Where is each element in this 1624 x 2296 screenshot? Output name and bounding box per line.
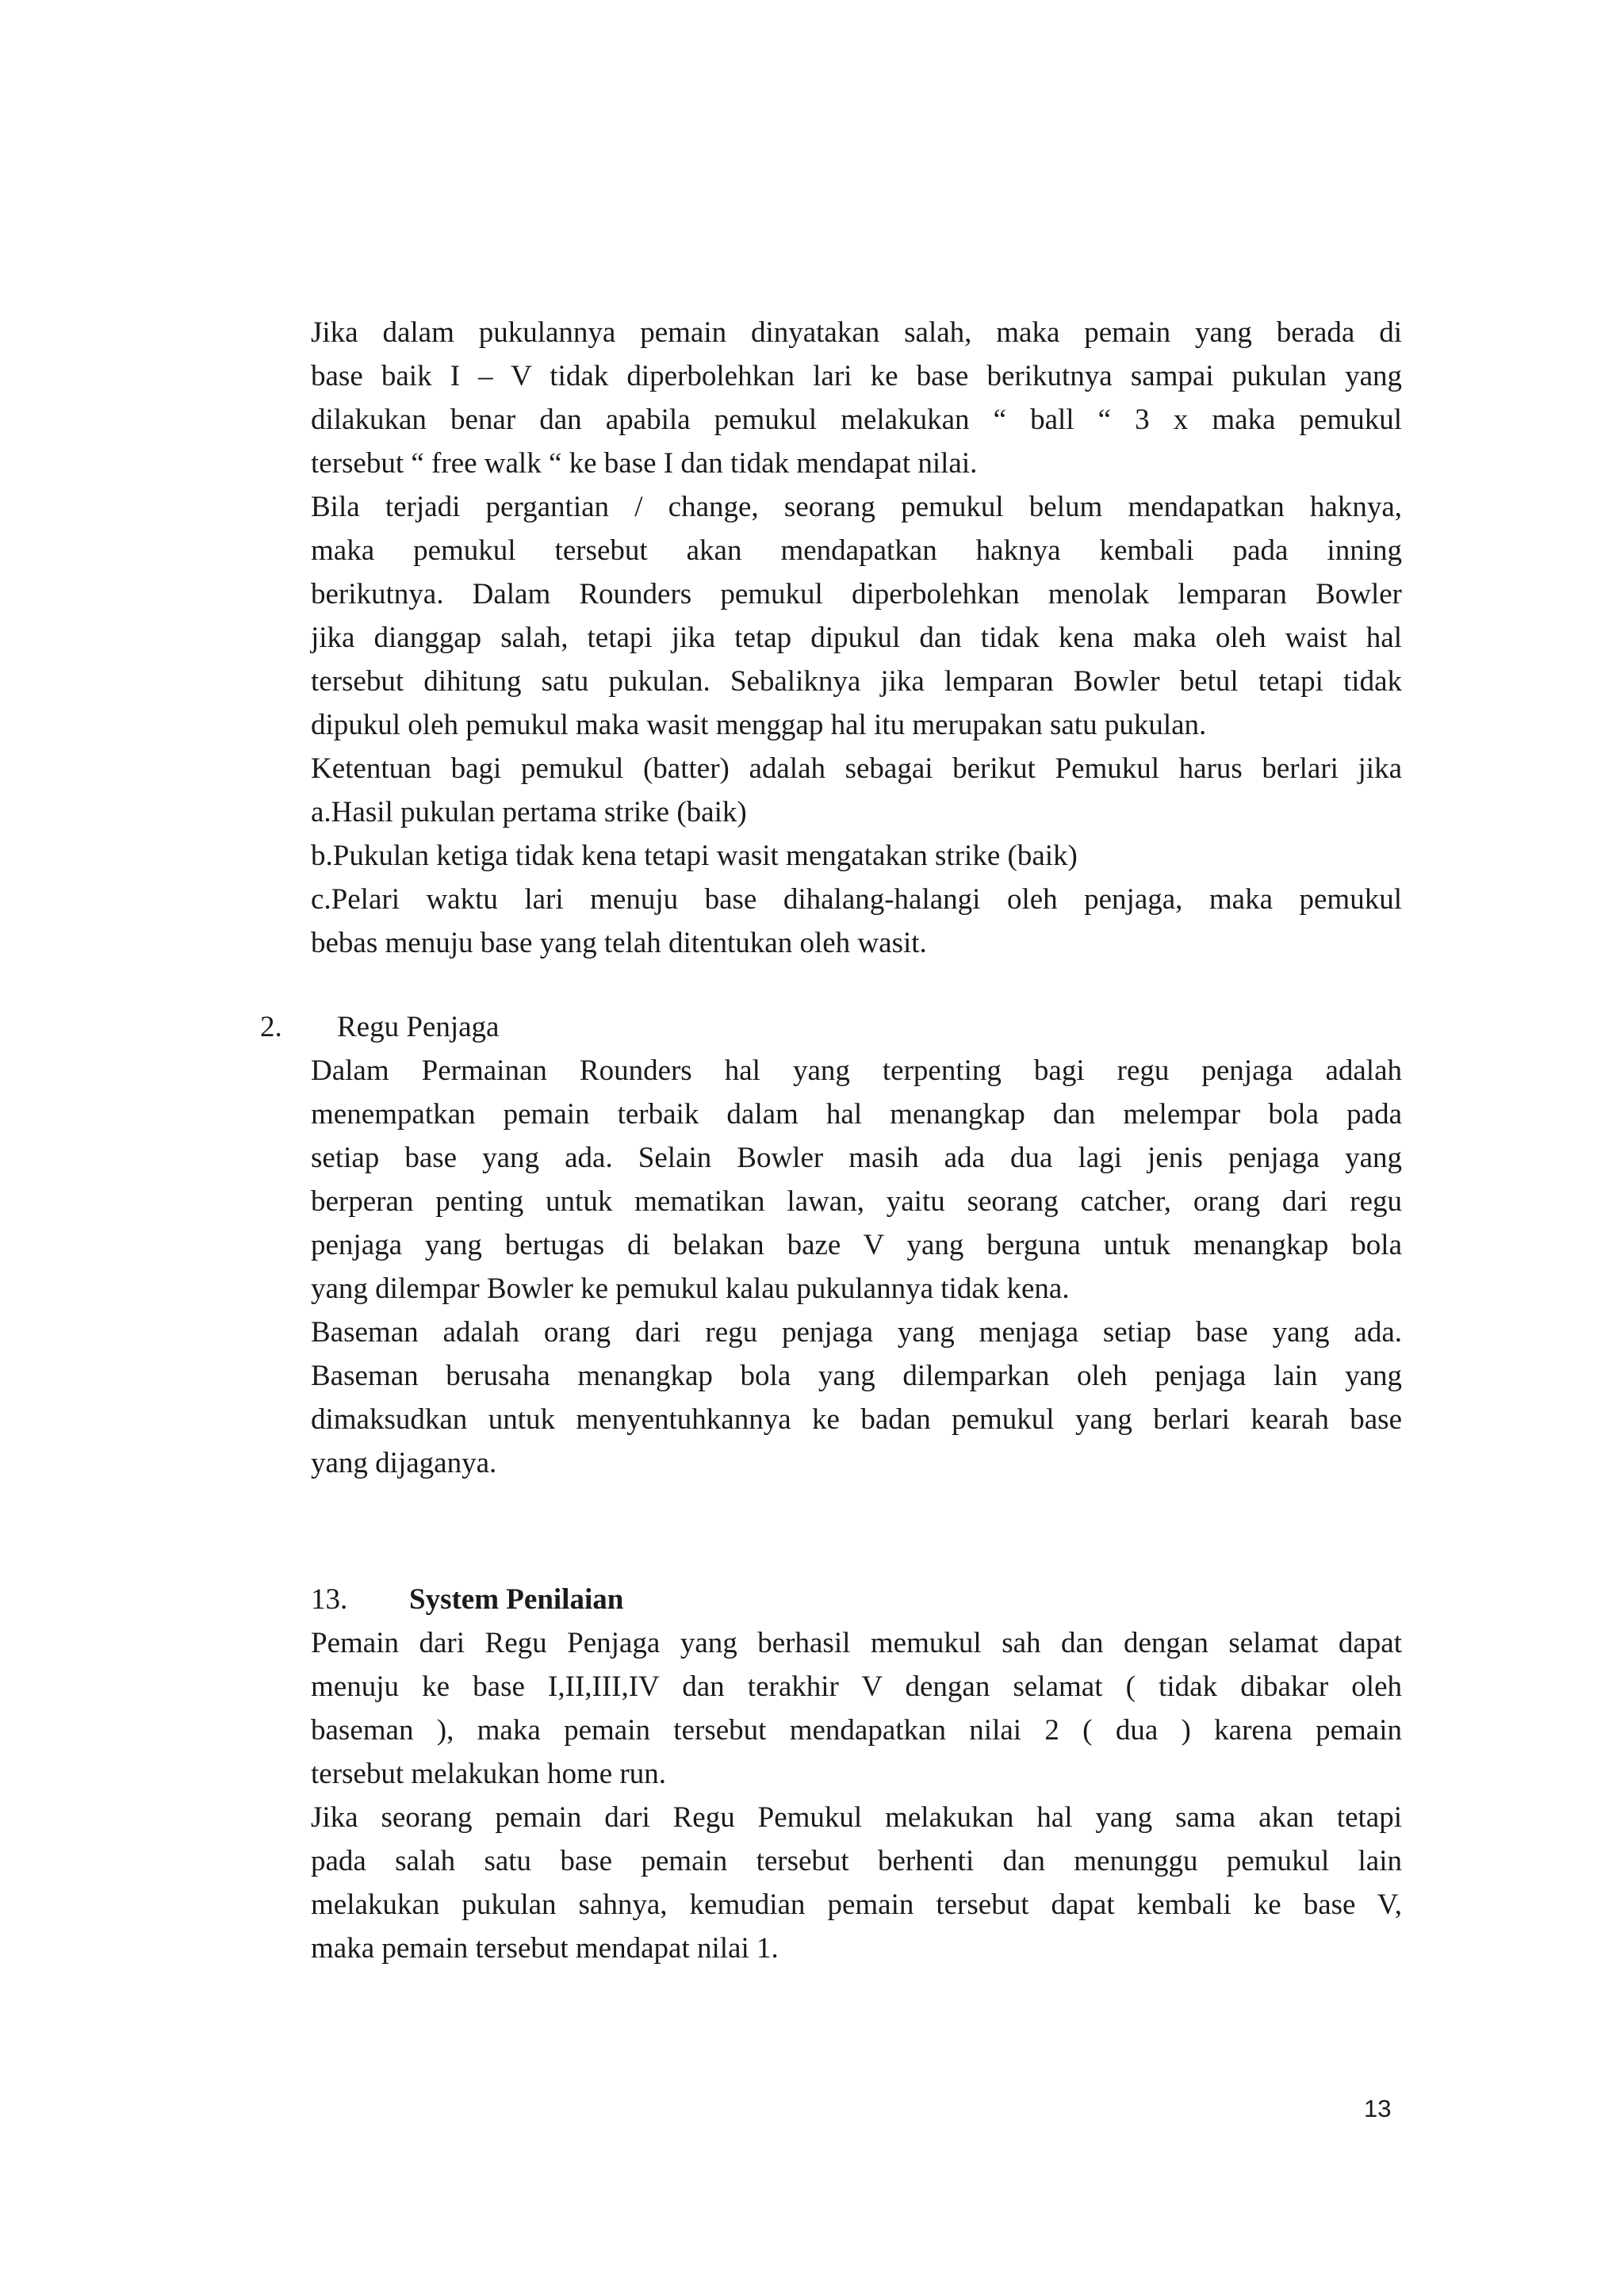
text-line: yang dijaganya.: [311, 1447, 497, 1479]
text-line: menuju ke base I,II,III,IV dan terakhir V dengan selamat ( tidak dibakar oleh: [311, 1670, 1402, 1703]
paragraph-block-batting-rules: [311, 311, 1402, 965]
text-line: maka pemain tersebut mendapat nilai 1.: [311, 1932, 779, 1965]
text-line: base baik I – V tidak diperbolehkan lari ke base berikutnya sampai pukulan yang: [311, 360, 1402, 392]
text-line: Jika seorang pemain dari Regu Pemukul melakukan hal yang sama akan tetapi: [311, 1801, 1402, 1834]
section-title: System Penilaian: [409, 1583, 624, 1616]
text-line: dilakukan benar dan apabila pemukul melakukan “ ball “ 3 x maka pemukul: [311, 404, 1402, 436]
list-item: a.Hasil pukulan pertama strike (baik): [311, 796, 747, 828]
section-number: 13.: [311, 1583, 348, 1616]
section-title: Regu Penjaga: [337, 1011, 500, 1043]
text-line: yang dilempar Bowler ke pemukul kalau pukulannya tidak kena.: [311, 1272, 1070, 1305]
text-line: tersebut dihitung satu pukulan. Sebaliknya jika lemparan Bowler betul tetapi tidak: [311, 665, 1402, 698]
text-line: Jika dalam pukulannya pemain dinyatakan salah, maka pemain yang berada di: [311, 316, 1402, 349]
text-line: tersebut melakukan home run.: [311, 1758, 666, 1790]
text-line: Ketentuan bagi pemukul (batter) adalah sebagai berikut Pemukul harus berlari jika: [311, 752, 1402, 785]
text-line: dimaksudkan untuk menyentuhkannya ke badan pemukul yang berlari kearah base: [311, 1403, 1402, 1436]
text-line: Dalam Permainan Rounders hal yang terpenting bagi regu penjaga adalah: [311, 1054, 1402, 1087]
text-line: penjaga yang bertugas di belakan baze V yang berguna untuk menangkap bola: [311, 1229, 1402, 1261]
page-number: 13: [1364, 2095, 1392, 2122]
text-line: melakukan pukulan sahnya, kemudian pemain tersebut dapat kembali ke base V,: [311, 1888, 1402, 1921]
text-line: Baseman berusaha menangkap bola yang dilemparkan oleh penjaga lain yang: [311, 1360, 1402, 1392]
text-line: dipukul oleh pemukul maka wasit menggap hal itu merupakan satu pukulan.: [311, 709, 1207, 741]
text-line: Pemain dari Regu Penjaga yang berhasil memukul sah dan dengan selamat dapat: [311, 1627, 1402, 1659]
text-line: maka pemukul tersebut akan mendapatkan haknya kembali pada inning: [311, 534, 1402, 567]
text-line: bebas menuju base yang telah ditentukan oleh wasit.: [311, 927, 927, 959]
text-line: Baseman adalah orang dari regu penjaga yang menjaga setiap base yang ada.: [311, 1316, 1402, 1349]
text-line: pada salah satu base pemain tersebut berhenti dan menunggu pemukul lain: [311, 1845, 1402, 1877]
paragraph-block-regu-penjaga: [311, 1049, 1402, 1485]
text-line: tersebut “ free walk “ ke base I dan tidak mendapat nilai.: [311, 447, 978, 480]
list-item: b.Pukulan ketiga tidak kena tetapi wasit mengatakan strike (baik): [311, 840, 1078, 872]
paragraph-block-system-penilaian: [311, 1621, 1402, 1970]
text-line: berikutnya. Dalam Rounders pemukul diperbolehkan menolak lemparan Bowler: [311, 578, 1402, 610]
text-line: jika dianggap salah, tetapi jika tetap dipukul dan tidak kena maka oleh waist hal: [311, 622, 1402, 654]
list-item: c.Pelari waktu lari menuju base dihalang-halangi oleh penjaga, maka pemukul: [311, 883, 1402, 916]
text-line: menempatkan pemain terbaik dalam hal menangkap dan melempar bola pada: [311, 1098, 1402, 1131]
text-line: baseman ), maka pemain tersebut mendapatkan nilai 2 ( dua ) karena pemain: [311, 1714, 1402, 1747]
text-line: berperan penting untuk mematikan lawan, yaitu seorang catcher, orang dari regu: [311, 1185, 1402, 1218]
text-line: Bila terjadi pergantian / change, seorang pemukul belum mendapatkan haknya,: [311, 491, 1402, 523]
text-line: setiap base yang ada. Selain Bowler masih ada dua lagi jenis penjaga yang: [311, 1142, 1402, 1174]
section-number: 2.: [260, 1011, 282, 1043]
